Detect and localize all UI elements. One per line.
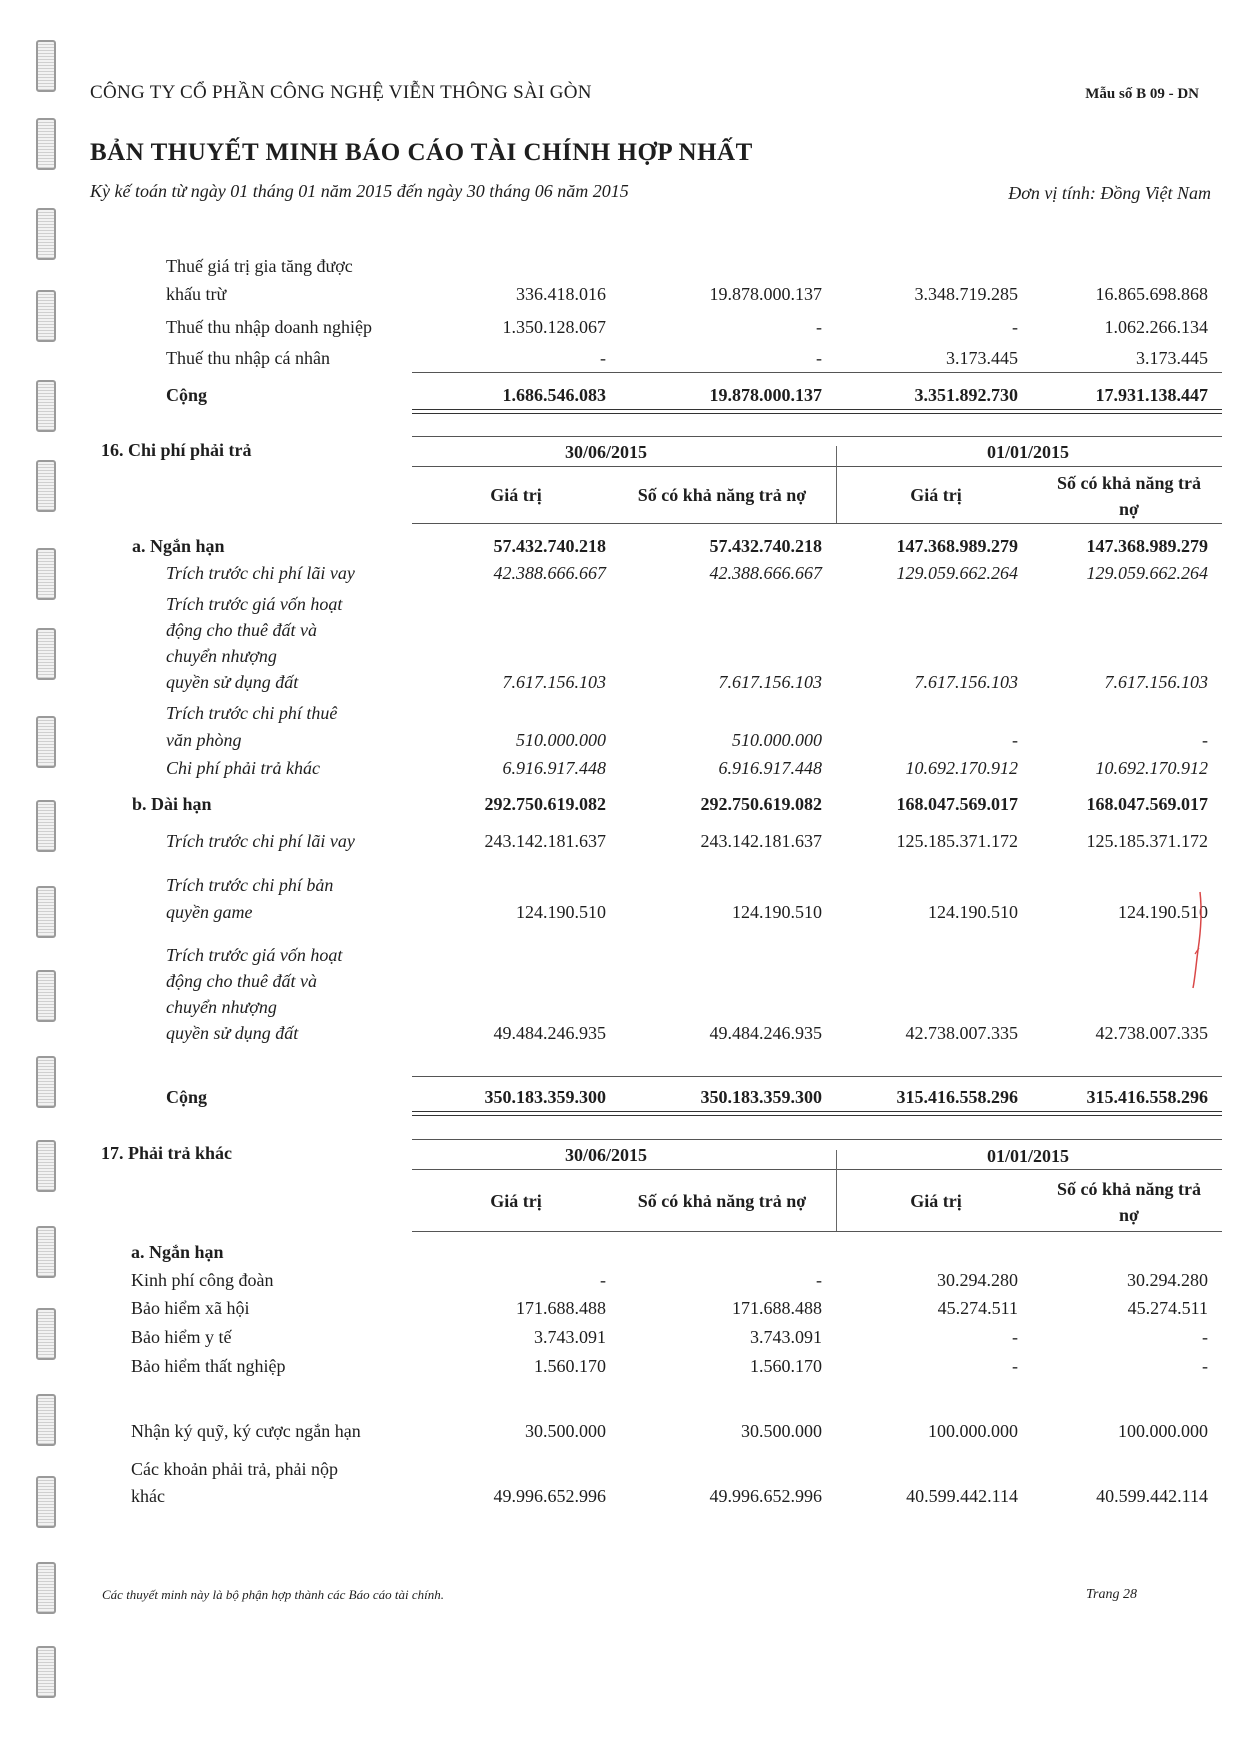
table-cell: 49.996.652.996 bbox=[709, 1486, 822, 1506]
table-cell: 19.878.000.137 bbox=[709, 385, 822, 405]
row-label: chuyển nhượng bbox=[166, 646, 277, 666]
table-cell: 45.274.511 bbox=[1127, 1298, 1208, 1318]
column-header-line: nợ bbox=[1119, 1205, 1139, 1225]
table-cell: 129.059.662.264 bbox=[1086, 563, 1208, 583]
table-cell: 510.000.000 bbox=[516, 730, 606, 750]
table-row bbox=[0, 1267, 1241, 1293]
table-cell: 42.738.007.335 bbox=[1095, 1023, 1208, 1043]
table-cell: 49.484.246.935 bbox=[493, 1023, 606, 1043]
table-row bbox=[0, 1418, 1241, 1444]
row-label: Trích trước chi phí lãi vay bbox=[166, 563, 355, 583]
table-cell: 7.617.156.103 bbox=[914, 672, 1018, 692]
header-bottom-rule bbox=[412, 523, 1222, 524]
row-label: Thuế giá trị gia tăng được bbox=[166, 256, 353, 276]
table-row bbox=[0, 872, 1241, 898]
table-cell: 315.416.558.296 bbox=[1086, 1087, 1208, 1107]
table-cell: 1.560.170 bbox=[750, 1356, 822, 1376]
table-cell: 40.599.442.114 bbox=[906, 1486, 1018, 1506]
column-header: Số có khả năng trả nợ bbox=[637, 1191, 807, 1211]
table-row bbox=[0, 560, 1241, 586]
table-row bbox=[0, 617, 1241, 643]
row-label: động cho thuê đất và bbox=[166, 971, 317, 991]
column-header: Giá trị bbox=[910, 1191, 962, 1211]
column-divider bbox=[836, 446, 837, 523]
table-cell: 171.688.488 bbox=[732, 1298, 822, 1318]
total-double-rule bbox=[412, 409, 1222, 414]
table-row bbox=[0, 1456, 1241, 1482]
table-cell: - bbox=[1202, 1356, 1208, 1376]
table-row bbox=[0, 643, 1241, 669]
table-cell: 57.432.740.218 bbox=[493, 536, 606, 556]
header-bottom-rule bbox=[412, 1231, 1222, 1232]
table-cell: 42.388.666.667 bbox=[709, 563, 822, 583]
row-label: quyền sử dụng đất bbox=[166, 672, 299, 692]
table-row bbox=[0, 899, 1241, 925]
table-cell: 3.743.091 bbox=[534, 1327, 606, 1347]
row-label: Kinh phí công đoàn bbox=[131, 1270, 274, 1290]
table-row bbox=[0, 968, 1241, 994]
table-cell: - bbox=[1012, 317, 1018, 337]
row-label: Cộng bbox=[166, 385, 208, 405]
table-cell: 49.996.652.996 bbox=[493, 1486, 606, 1506]
row-label: a. Ngắn hạn bbox=[131, 1242, 224, 1262]
row-label: Nhận ký quỹ, ký cược ngắn hạn bbox=[131, 1421, 361, 1441]
column-header: Giá trị bbox=[490, 485, 542, 505]
table-row bbox=[0, 1084, 1241, 1110]
table-row bbox=[0, 1020, 1241, 1046]
table-cell: 40.599.442.114 bbox=[1096, 1486, 1208, 1506]
row-label: Trích trước giá vốn hoạt bbox=[166, 594, 343, 614]
header-top-rule bbox=[412, 436, 1222, 437]
row-label: khấu trừ bbox=[166, 284, 227, 304]
table-row bbox=[0, 1483, 1241, 1509]
header-mid-rule bbox=[412, 466, 1222, 467]
table-cell: 315.416.558.296 bbox=[896, 1087, 1018, 1107]
table-cell: 30.500.000 bbox=[525, 1421, 606, 1441]
table-cell: 10.692.170.912 bbox=[905, 758, 1018, 778]
table-cell: 168.047.569.017 bbox=[1086, 794, 1208, 814]
row-label: Bảo hiểm thất nghiệp bbox=[131, 1356, 286, 1376]
row-label: văn phòng bbox=[166, 730, 242, 750]
table-row bbox=[0, 791, 1241, 817]
row-label: Các khoản phải trả, phải nộp bbox=[131, 1459, 338, 1479]
table-cell: 124.190.510 bbox=[928, 902, 1018, 922]
table-cell: 30.500.000 bbox=[741, 1421, 822, 1441]
column-header-line: Số có khả năng trả bbox=[1056, 1179, 1202, 1199]
table-cell: 42.388.666.667 bbox=[493, 563, 606, 583]
subtotal-rule bbox=[412, 372, 1222, 373]
table-cell: 3.348.719.285 bbox=[914, 284, 1018, 304]
column-header bbox=[1034, 1176, 1224, 1228]
table-cell: 7.617.156.103 bbox=[718, 672, 822, 692]
row-label: quyền game bbox=[166, 902, 253, 922]
row-label: quyền sử dụng đất bbox=[166, 1023, 299, 1043]
currency-unit: Đơn vị tính: Đồng Việt Nam bbox=[1008, 183, 1211, 203]
report-period: Kỳ kế toán từ ngày 01 tháng 01 năm 2015 đến ngày 30 tháng 06 năm 2015 bbox=[90, 181, 629, 201]
table-cell: 171.688.488 bbox=[516, 1298, 606, 1318]
table-row bbox=[0, 345, 1241, 371]
row-label: Trích trước chi phí thuê bbox=[166, 703, 338, 723]
column-header: Số có khả năng trả nợ bbox=[637, 485, 807, 505]
table-cell: 10.692.170.912 bbox=[1095, 758, 1208, 778]
table-cell: 124.190.510 bbox=[732, 902, 822, 922]
section-title: 16. Chi phí phải trả bbox=[101, 440, 252, 460]
table-cell: 3.351.892.730 bbox=[914, 385, 1018, 405]
table-row bbox=[0, 382, 1241, 408]
table-cell: - bbox=[816, 348, 822, 368]
table-cell: 147.368.989.279 bbox=[896, 536, 1018, 556]
column-header bbox=[1034, 470, 1224, 522]
table-cell: 1.350.128.067 bbox=[502, 317, 606, 337]
table-cell: 17.931.138.447 bbox=[1095, 385, 1208, 405]
table-cell: 350.183.359.300 bbox=[484, 1087, 606, 1107]
table-row bbox=[0, 1239, 1241, 1265]
table-row bbox=[0, 281, 1241, 307]
table-cell: - bbox=[1012, 1356, 1018, 1376]
table-cell: - bbox=[816, 317, 822, 337]
column-header: Giá trị bbox=[910, 485, 962, 505]
table-cell: 350.183.359.300 bbox=[700, 1087, 822, 1107]
total-double-rule bbox=[412, 1111, 1222, 1116]
row-label: Trích trước chi phí bản bbox=[166, 875, 334, 895]
table-cell: 30.294.280 bbox=[937, 1270, 1018, 1290]
footer-note: Các thuyết minh này là bộ phận hợp thành các Báo cáo tài chính. bbox=[102, 1587, 444, 1602]
table-cell: 49.484.246.935 bbox=[709, 1023, 822, 1043]
row-label: b. Dài hạn bbox=[132, 794, 212, 814]
table-cell: 42.738.007.335 bbox=[905, 1023, 1018, 1043]
table-cell: 292.750.619.082 bbox=[700, 794, 822, 814]
page-number: Trang 28 bbox=[1086, 1587, 1137, 1602]
table-cell: 124.190.510 bbox=[516, 902, 606, 922]
column-header-line: nợ bbox=[1119, 499, 1139, 519]
table-cell: - bbox=[1012, 730, 1018, 750]
report-title: BẢN THUYẾT MINH BÁO CÁO TÀI CHÍNH HỢP NHẤT bbox=[90, 139, 753, 166]
column-date: 01/01/2015 bbox=[986, 442, 1069, 462]
column-date: 30/06/2015 bbox=[564, 1145, 647, 1165]
column-header-line: Số có khả năng trả bbox=[1056, 473, 1202, 493]
table-cell: 3.173.445 bbox=[946, 348, 1018, 368]
table-cell: 124.190.510 bbox=[1118, 902, 1208, 922]
row-label: Thuế thu nhập cá nhân bbox=[166, 348, 330, 368]
table-cell: 100.000.000 bbox=[1118, 1421, 1208, 1441]
table-row bbox=[0, 253, 1241, 279]
table-cell: 16.865.698.868 bbox=[1095, 284, 1208, 304]
table-cell: 1.062.266.134 bbox=[1104, 317, 1208, 337]
table-row bbox=[0, 727, 1241, 753]
table-cell: - bbox=[816, 1270, 822, 1290]
row-label: Trích trước chi phí lãi vay bbox=[166, 831, 355, 851]
table-cell: 243.142.181.637 bbox=[484, 831, 606, 851]
table-cell: 292.750.619.082 bbox=[484, 794, 606, 814]
table-cell: 7.617.156.103 bbox=[502, 672, 606, 692]
row-label: Bảo hiểm xã hội bbox=[131, 1298, 250, 1318]
table-cell: 3.173.445 bbox=[1136, 348, 1208, 368]
table-cell: 510.000.000 bbox=[732, 730, 822, 750]
table-cell: 1.560.170 bbox=[534, 1356, 606, 1376]
table-row bbox=[0, 533, 1241, 559]
table-row bbox=[0, 1295, 1241, 1321]
table-cell: 19.878.000.137 bbox=[709, 284, 822, 304]
table-row bbox=[0, 591, 1241, 617]
table-cell: - bbox=[1012, 1327, 1018, 1347]
header-mid-rule bbox=[412, 1169, 1222, 1170]
column-date: 01/01/2015 bbox=[986, 1146, 1069, 1166]
row-label: chuyển nhượng bbox=[166, 997, 277, 1017]
header-top-rule bbox=[412, 1139, 1222, 1140]
column-header: Giá trị bbox=[490, 1191, 542, 1211]
table-cell: 30.294.280 bbox=[1127, 1270, 1208, 1290]
table-cell: 7.617.156.103 bbox=[1104, 672, 1208, 692]
table-cell: 100.000.000 bbox=[928, 1421, 1018, 1441]
row-label: Trích trước giá vốn hoạt bbox=[166, 945, 343, 965]
table-cell: - bbox=[1202, 1327, 1208, 1347]
row-label: Thuế thu nhập doanh nghiệp bbox=[166, 317, 372, 337]
table-row bbox=[0, 828, 1241, 854]
table-cell: 125.185.371.172 bbox=[1086, 831, 1208, 851]
company-name: CÔNG TY CỔ PHẦN CÔNG NGHỆ VIỄN THÔNG SÀI GÒN bbox=[90, 82, 592, 103]
table-cell: 168.047.569.017 bbox=[896, 794, 1018, 814]
row-label: Bảo hiểm y tế bbox=[131, 1327, 232, 1347]
table-row bbox=[0, 994, 1241, 1020]
row-label: khác bbox=[131, 1486, 165, 1506]
table-cell: 6.916.917.448 bbox=[718, 758, 822, 778]
subtotal-rule bbox=[412, 1076, 1222, 1077]
table-cell: 147.368.989.279 bbox=[1086, 536, 1208, 556]
table-cell: 336.418.016 bbox=[516, 284, 606, 304]
table-row bbox=[0, 700, 1241, 726]
form-code: Mẫu số B 09 - DN bbox=[1085, 86, 1199, 102]
table-row bbox=[0, 1324, 1241, 1350]
table-row bbox=[0, 1353, 1241, 1379]
row-label: động cho thuê đất và bbox=[166, 620, 317, 640]
table-cell: 125.185.371.172 bbox=[896, 831, 1018, 851]
table-cell: - bbox=[600, 1270, 606, 1290]
table-row bbox=[0, 942, 1241, 968]
table-cell: 57.432.740.218 bbox=[709, 536, 822, 556]
table-cell: 243.142.181.637 bbox=[700, 831, 822, 851]
section-title: 17. Phải trả khác bbox=[101, 1143, 233, 1163]
table-row bbox=[0, 669, 1241, 695]
handwritten-check-mark bbox=[1190, 890, 1204, 990]
table-cell: 3.743.091 bbox=[750, 1327, 822, 1347]
row-label: Chi phí phải trả khác bbox=[166, 758, 320, 778]
table-row bbox=[0, 755, 1241, 781]
table-cell: 1.686.546.083 bbox=[502, 385, 606, 405]
table-row bbox=[0, 314, 1241, 340]
row-label: a. Ngắn hạn bbox=[132, 536, 225, 556]
table-cell: - bbox=[1202, 730, 1208, 750]
table-cell: 6.916.917.448 bbox=[502, 758, 606, 778]
row-label: Cộng bbox=[166, 1087, 208, 1107]
table-cell: 129.059.662.264 bbox=[896, 563, 1018, 583]
table-cell: - bbox=[600, 348, 606, 368]
table-cell: 45.274.511 bbox=[937, 1298, 1018, 1318]
column-divider bbox=[836, 1150, 837, 1231]
column-date: 30/06/2015 bbox=[564, 442, 647, 462]
